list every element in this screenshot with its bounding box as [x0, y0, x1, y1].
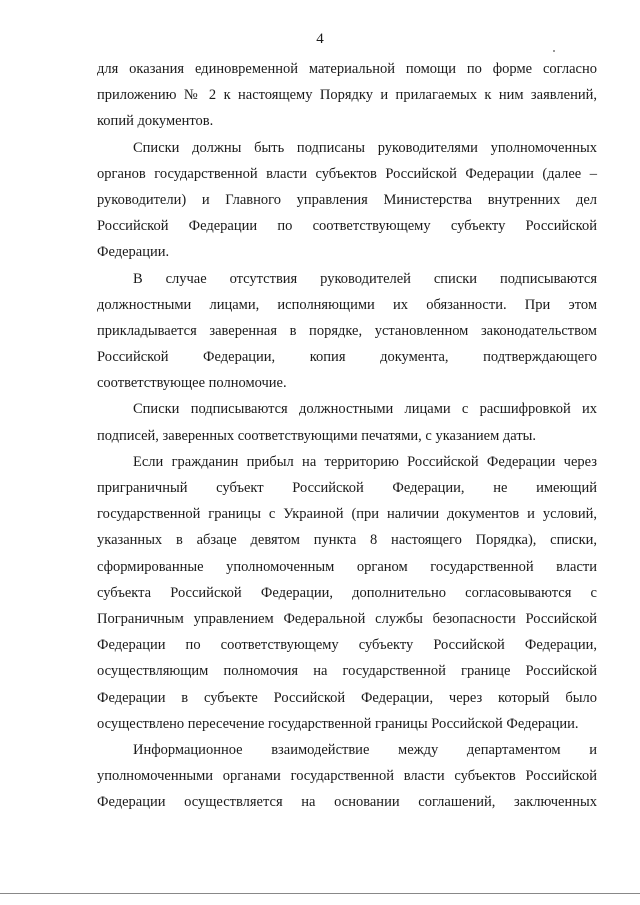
text-line: руководители) и Главного управления Министерства внутренних дел	[97, 191, 597, 208]
text-line: Российской Федерации по соответствующему субъекту Российской	[97, 218, 597, 235]
text-line: Пограничным управлением Федеральной службы безопасности Российской	[97, 610, 597, 627]
text-line: Федерации.	[97, 244, 170, 261]
text-line: Федерации по соответствующему субъекту Российской Федерации,	[97, 637, 597, 654]
text-line: уполномоченными органами государственной власти субъектов Российской	[97, 768, 597, 785]
text-line: Федерации в субъекте Российской Федерации, через который было	[97, 689, 597, 706]
scan-artifact	[553, 50, 555, 52]
text-line: подписей, заверенных соответствующими печатями, с указанием даты.	[97, 427, 537, 444]
text-line: прикладывается заверенная в порядке, установленном законодательством	[97, 322, 597, 339]
text-line: осуществлено пересечение государственной границы Российской Федерации.	[97, 715, 579, 732]
footer-rule	[0, 893, 640, 894]
text-line: Списки подписываются должностными лицами с расшифровкой их	[133, 401, 597, 418]
text-line: должностными лицами, исполняющими их обязанности. При этом	[97, 296, 597, 313]
text-line: органов государственной власти субъектов Российской Федерации (далее –	[97, 165, 597, 182]
text-line: приграничный субъект Российской Федерации, не имеющий	[97, 480, 597, 496]
text-line: Списки должны быть подписаны руководителями уполномоченных	[133, 139, 597, 156]
text-line: копий документов.	[97, 113, 214, 130]
text-line: сформированные уполномоченным органом государственной власти	[97, 558, 597, 575]
text-line: приложению № 2 к настоящему Порядку и прилагаемых к ним заявлений,	[97, 87, 597, 104]
text-line: Информационное взаимодействие между департаментом и	[133, 741, 597, 758]
page-number: 4	[316, 31, 324, 47]
text-line: В случае отсутствия руководителей списки подписываются	[133, 270, 597, 287]
text-line: государственной границы с Украиной (при наличии документов и условий,	[97, 506, 597, 523]
document-body	[97, 56, 597, 815]
text-line: Если гражданин прибыл на территорию Российской Федерации через	[133, 453, 597, 470]
text-line: субъекта Российской Федерации, дополнительно согласовываются с	[97, 584, 597, 601]
text-line: для оказания единовременной материальной помощи по форме согласно	[97, 61, 597, 77]
text-line: Федерации осуществляется на основании соглашений, заключенных	[97, 794, 597, 811]
text-line: соответствующее полномочие.	[97, 375, 287, 392]
text-line: указанных в абзаце девятом пункта 8 настоящего Порядка), списки,	[97, 532, 597, 549]
text-line: осуществляющим полномочия на государственной границе Российской	[97, 663, 597, 680]
text-line: Российской Федерации, копия документа, подтверждающего	[97, 349, 597, 366]
